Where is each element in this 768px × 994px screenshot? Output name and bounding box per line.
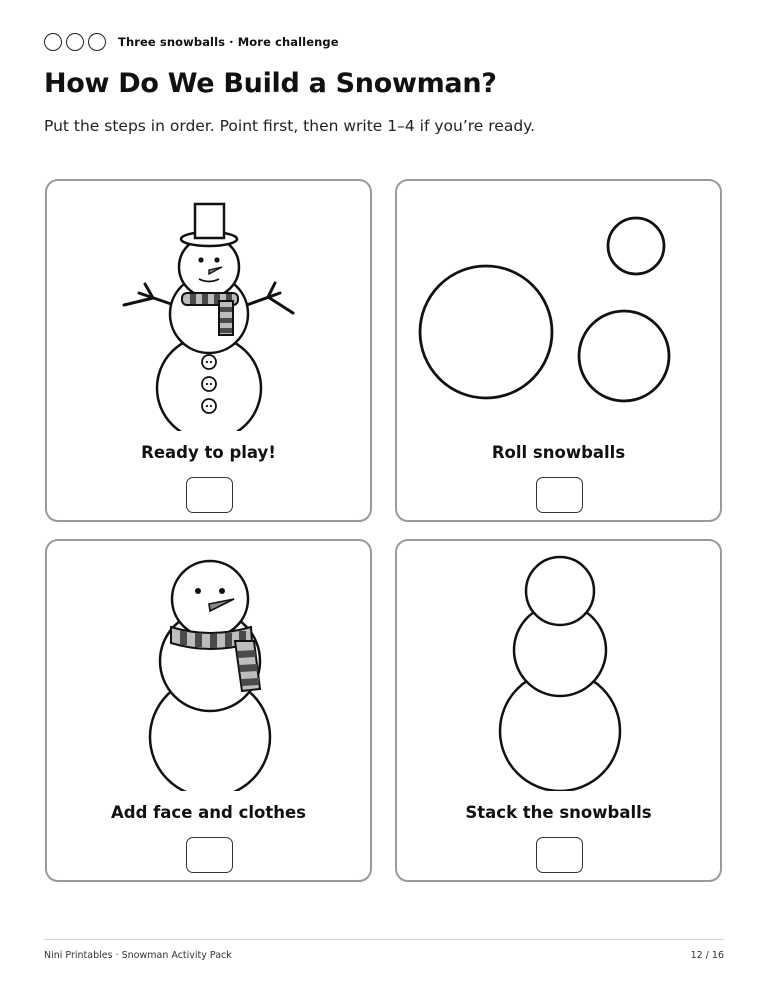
difficulty-indicator: [44, 32, 339, 52]
difficulty-circle-icon: [66, 33, 84, 51]
step-card: [395, 179, 722, 522]
footer-source: Nini Printables · Snowman Activity Pack: [44, 950, 232, 961]
snowman-dressed-picture: [47, 541, 374, 791]
number-answer-box[interactable]: [186, 837, 233, 873]
step-card: [45, 539, 372, 882]
difficulty-circle-icon: [88, 33, 106, 51]
difficulty-label: Three snowballs · More challenge: [118, 35, 339, 49]
step-label: Stack the snowballs: [465, 803, 652, 822]
number-answer-box[interactable]: [186, 477, 233, 513]
page-number: 12 / 16: [690, 950, 724, 961]
page-title: How Do We Build a Snowman?: [44, 68, 497, 99]
step-label: Roll snowballs: [491, 443, 626, 462]
step-card: [45, 179, 372, 522]
number-answer-box[interactable]: [536, 837, 583, 873]
step-label: Ready to play!: [141, 443, 276, 462]
snowballs-picture: [397, 181, 724, 431]
step-label: Add face and clothes: [110, 803, 307, 822]
footer-divider: [44, 939, 724, 940]
instructions-text: Put the steps in order. Point first, then write 1–4 if you’re ready.: [44, 117, 536, 135]
number-answer-box[interactable]: [536, 477, 583, 513]
step-card: [395, 539, 722, 882]
difficulty-circle-icon: [44, 33, 62, 51]
snowman-complete-picture: [47, 181, 374, 431]
stacked-snowballs-picture: [397, 541, 724, 791]
